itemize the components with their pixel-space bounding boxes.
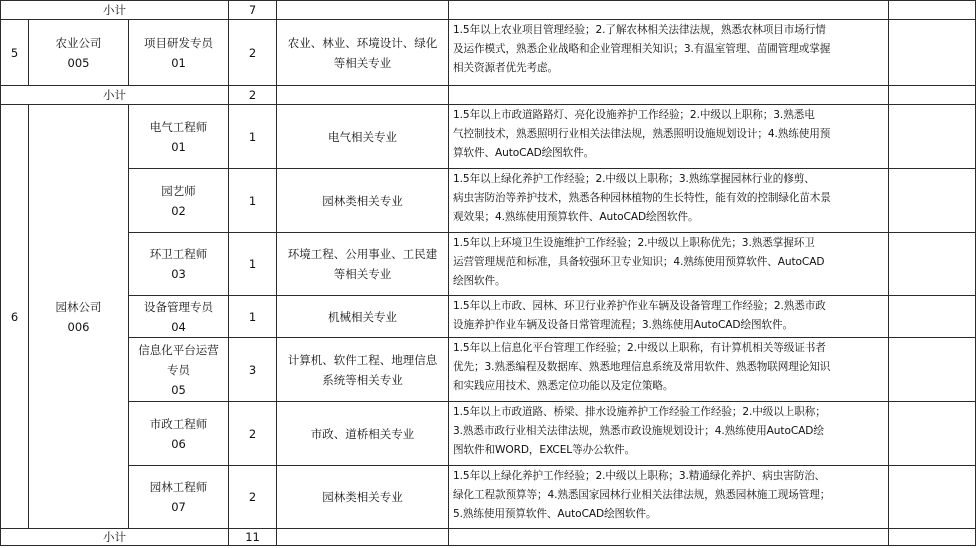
position-cell — [129, 20, 229, 86]
position-cell — [129, 338, 229, 402]
requirement-line: 运营管理规范和标准，具备较强环卫专业知识；4.熟练使用预算软件、AutoCAD — [453, 256, 825, 268]
requirements-cell — [449, 169, 889, 233]
requirement-line: 绘图软件。 — [453, 275, 506, 287]
major-cell — [277, 296, 449, 338]
empty-cell — [277, 1, 449, 20]
major-line: 环境工程、公用事业、工民建 — [287, 247, 438, 261]
major-cell — [277, 20, 449, 86]
requirements-cell — [449, 296, 889, 338]
requirements-cell — [449, 105, 889, 169]
empty-cell — [277, 86, 449, 105]
subtotal-count: 7 — [229, 1, 277, 20]
table-row — [1, 233, 976, 296]
table-row — [1, 338, 976, 402]
company-name: 园林公司 — [55, 299, 102, 314]
position-title: 环卫工程师 — [149, 247, 208, 261]
major-cell — [277, 169, 449, 233]
position-title: 专员 — [167, 362, 190, 377]
position-title: 信息化平台运营 — [138, 342, 219, 357]
position-code: 04 — [171, 319, 186, 334]
requirement-line: 1.5年以上市政道路、桥梁、排水设施养护工作经验工作经验；2.中级以上职称； — [453, 406, 826, 418]
empty-cell — [889, 402, 976, 466]
headcount: 2 — [229, 20, 277, 86]
subtotal-count: 2 — [229, 86, 277, 105]
table-row — [1, 402, 976, 466]
company-code: 006 — [67, 319, 90, 334]
headcount: 1 — [229, 105, 277, 169]
position-code: 05 — [171, 382, 186, 397]
requirement-line: 1.5年以上市政、园林、环卫行业养护作业车辆及设备管理工作经验；2.熟悉市政 — [453, 300, 826, 312]
major-line: 电气相关专业 — [328, 129, 398, 144]
requirement-line: 1.5年以上农业项目管理经验；2.了解农林相关法律法规，熟悉农林项目市场行情 — [453, 24, 826, 36]
requirements-cell — [449, 466, 889, 529]
major-line: 市政、道桥相关专业 — [310, 426, 415, 441]
position-code: 02 — [171, 203, 186, 218]
empty-cell — [889, 466, 976, 529]
requirements-cell — [449, 233, 889, 296]
requirements-cell — [449, 402, 889, 466]
requirement-line: 及运作模式，熟悉企业战略和企业管理相关知识；3.有温室管理、苗圃管理或掌握 — [453, 43, 831, 55]
major-cell — [277, 338, 449, 402]
requirement-line: 1.5年以上绿化养护工作经验；2.中级以上职称；3.精通绿化养护、病虫害防治、 — [453, 470, 826, 482]
headcount: 2 — [229, 402, 277, 466]
table-row — [1, 20, 976, 86]
empty-cell — [889, 338, 976, 402]
requirement-line: 病虫害防治等养护技术，熟悉各种园林植物的生长特性，能有效的控制绿化苗木景 — [453, 192, 831, 204]
position-cell — [129, 402, 229, 466]
requirement-line: 观效果；4.熟练使用预算软件、AutoCAD绘图软件。 — [453, 211, 699, 223]
subtotal-count: 11 — [229, 529, 277, 546]
requirement-line: 设施养护作业车辆及设备日常管理流程；3.熟练使用AutoCAD绘图软件。 — [453, 319, 793, 331]
empty-cell — [277, 529, 449, 546]
major-line: 园林类相关专业 — [322, 490, 403, 504]
empty-cell — [889, 1, 976, 20]
requirement-line: 气控制技术，熟悉照明行业相关法律法规，熟悉照明设施规划设计；4.熟练使用预 — [453, 128, 831, 140]
position-code: 01 — [171, 139, 186, 154]
table-row — [1, 169, 976, 233]
subtotal-label: 小计 — [1, 86, 229, 105]
requirement-line: 3.熟悉市政行业相关法律法规，熟悉市政设施规划设计；4.熟练使用AutoCAD绘 — [453, 425, 824, 437]
position-cell — [129, 105, 229, 169]
empty-cell — [889, 86, 976, 105]
position-cell — [129, 169, 229, 233]
requirement-line: 1.5年以上环境卫生设施维护工作经验；2.中级以上职称优先；3.熟悉掌握环卫 — [453, 237, 815, 249]
company-index: 5 — [1, 20, 29, 86]
position-cell — [129, 233, 229, 296]
requirement-line: 优先；3.熟悉编程及数据库、熟悉地理信息系统及常用软件、熟悉物联网理论知识 — [453, 361, 831, 373]
requirement-line: 绿化工程款预算等；4.熟悉国家园林行业相关法律法规，熟悉园林施工现场管理； — [453, 489, 831, 501]
table-row — [1, 105, 976, 169]
major-line: 计算机、软件工程、地理信息 — [287, 352, 438, 367]
requirement-line: 1.5年以上绿化养护工作经验；2.中级以上职称；3.熟练掌握园林行业的修剪、 — [453, 173, 815, 185]
empty-cell — [889, 296, 976, 338]
company-index: 6 — [1, 105, 29, 529]
requirements-cell — [449, 338, 889, 402]
major-cell — [277, 233, 449, 296]
company-cell — [29, 20, 129, 86]
position-title: 市政工程师 — [149, 416, 208, 431]
subtotal-label: 小计 — [1, 1, 229, 20]
position-cell — [129, 296, 229, 338]
table-row — [1, 466, 976, 529]
position-title: 园林工程师 — [149, 480, 208, 494]
position-title: 项目研发专员 — [144, 35, 213, 50]
empty-cell — [449, 86, 889, 105]
requirement-line: 相关资源者优先考虑。 — [453, 62, 558, 74]
major-line: 机械相关专业 — [328, 309, 398, 324]
empty-cell — [889, 20, 976, 86]
empty-cell — [449, 1, 889, 20]
empty-cell — [889, 529, 976, 546]
position-code: 01 — [171, 55, 186, 70]
subtotal-row — [1, 1, 976, 20]
position-cell — [129, 466, 229, 529]
major-cell — [277, 105, 449, 169]
major-line: 园林类相关专业 — [322, 193, 403, 208]
company-name: 农业公司 — [55, 35, 102, 50]
headcount: 1 — [229, 296, 277, 338]
requirement-line: 算软件、AutoCAD绘图软件。 — [453, 147, 595, 159]
position-code: 03 — [171, 267, 186, 281]
major-cell — [277, 402, 449, 466]
position-title: 园艺师 — [161, 183, 196, 198]
empty-cell — [889, 105, 976, 169]
position-code: 06 — [171, 436, 186, 451]
table-row — [1, 296, 976, 338]
major-line: 等相关专业 — [333, 267, 392, 281]
company-cell — [29, 105, 129, 529]
requirement-line: 5.熟练使用预算软件、AutoCAD绘图软件。 — [453, 508, 657, 520]
company-code: 005 — [67, 55, 90, 70]
headcount: 2 — [229, 466, 277, 529]
subtotal-label: 小计 — [1, 529, 229, 546]
headcount: 3 — [229, 338, 277, 402]
requirement-line: 图软件和WORD，EXCEL等办公软件。 — [453, 444, 636, 456]
major-line: 系统等相关专业 — [322, 372, 403, 387]
requirements-cell — [449, 20, 889, 86]
requirement-line: 1.5年以上信息化平台管理工作经验；2.中级以上职称，有计算机相关等级证书者 — [453, 342, 826, 354]
major-line: 等相关专业 — [333, 55, 392, 70]
empty-cell — [889, 233, 976, 296]
empty-cell — [889, 169, 976, 233]
position-title: 设备管理专员 — [144, 299, 213, 314]
subtotal-row — [1, 86, 976, 105]
major-line: 农业、林业、环境设计、绿化 — [287, 35, 438, 50]
requirement-line: 和实践应用技术、熟悉定位功能以及定位策略。 — [453, 380, 674, 392]
major-cell — [277, 466, 449, 529]
position-code: 07 — [171, 500, 186, 514]
requirement-line: 1.5年以上市政道路路灯、亮化设施养护工作经验；2.中级以上职称；3.熟悉电 — [453, 109, 815, 121]
position-title: 电气工程师 — [149, 119, 208, 134]
subtotal-row — [1, 529, 976, 546]
empty-cell — [449, 529, 889, 546]
headcount: 1 — [229, 169, 277, 233]
headcount: 1 — [229, 233, 277, 296]
